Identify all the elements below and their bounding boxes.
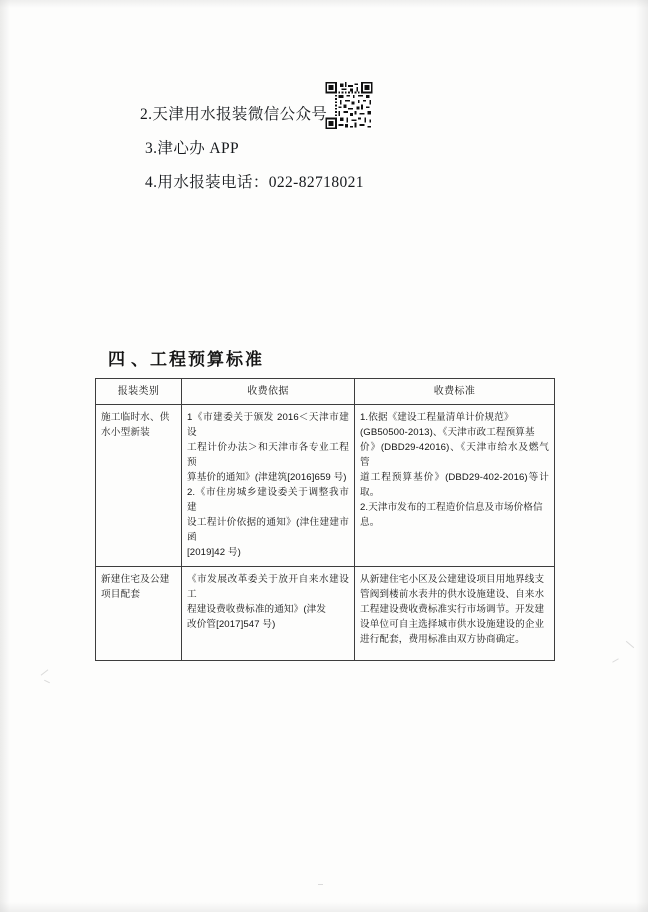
basis-line: 2.《市住房城乡建设委关于调整我市建 [187,487,349,513]
basis-line: 程建设费收费标准的通知》(津发 [187,604,327,615]
scan-speck [44,680,50,683]
section-number: 四 [108,350,131,369]
table-cell-standard [355,405,555,567]
list-item: 3.津心办 APP [145,140,240,157]
list-item: 2.天津用水报装微信公众号 [140,106,328,123]
fee-standard-table [95,378,555,661]
table-header-row [96,379,555,405]
page-edge-shade-right [636,0,648,912]
standard-line: 息。 [360,517,380,528]
scan-speck [626,641,634,648]
basis-line: 改价管[2017]547 号) [187,619,276,630]
table-row [96,405,555,567]
basis-line: 《市发展改革委关于放开自来水建设工 [187,574,349,600]
table-cell-basis [182,405,355,567]
table-header-standard: 收费标准 [355,379,555,405]
table-cell-standard [355,567,555,661]
standard-line: 工程建设费收费标准实行市场调节。开发建 [360,604,545,615]
basis-line: 工程计价办法＞和天津市各专业工程预 [187,442,349,468]
list-item: 4.用水报装电话：022-82718021 [145,174,364,191]
standard-line: 道工程预算基价》(DBD29-402-2016)等计取。 [360,472,549,498]
standard-line: 价》(DBD29-42016)、《天津市给水及燃气管 [360,442,549,468]
standard-line: 1.依据《建设工程量清单计价规范》 [360,412,514,423]
scan-speck [318,884,323,885]
standard-line: 2.天津市发布的工程造价信息及市场价格信 [360,502,543,513]
basis-line: 算基价的通知》(津建筑[2016]659 号) [187,472,347,483]
basis-line: [2019]42 号) [187,547,241,558]
table-row [96,567,555,661]
standard-line: 设单位可自主选择城市供水设施建设的企业 [360,619,545,630]
scan-speck [41,669,49,675]
page-edge-shade-left [0,0,10,912]
section-title: 工程预算标准 [150,350,264,369]
basis-line: 设工程计价依据的通知》(津住建建市函 [187,517,349,543]
standard-line: 从新建住宅小区及公建建设项目用地界线支 [360,574,545,585]
standard-line: 管阀到楼前水表井的供水设施建设、自来水 [360,589,545,600]
table-cell-category: 施工临时水、供水小型新装 [96,405,182,567]
page-edge-shade-bottom [0,902,648,912]
section-separator: 、 [131,350,150,369]
standard-line: (GB50500-2013)、《天津市政工程预算基 [360,427,535,438]
table-cell-basis [182,567,355,661]
standard-line: 进行配套，费用标准由双方协商确定。 [360,634,525,645]
numbered-list [138,98,558,200]
section-heading [108,345,264,370]
basis-line: 1《市建委关于颁发 2016＜天津市建设 [187,412,349,438]
table-header-basis: 收费依据 [182,379,355,405]
scan-speck [612,658,619,662]
page-edge-shade-top [0,0,648,8]
table-cell-category: 新建住宅及公建项目配套 [96,567,182,661]
table-header-category: 报装类别 [96,379,182,405]
